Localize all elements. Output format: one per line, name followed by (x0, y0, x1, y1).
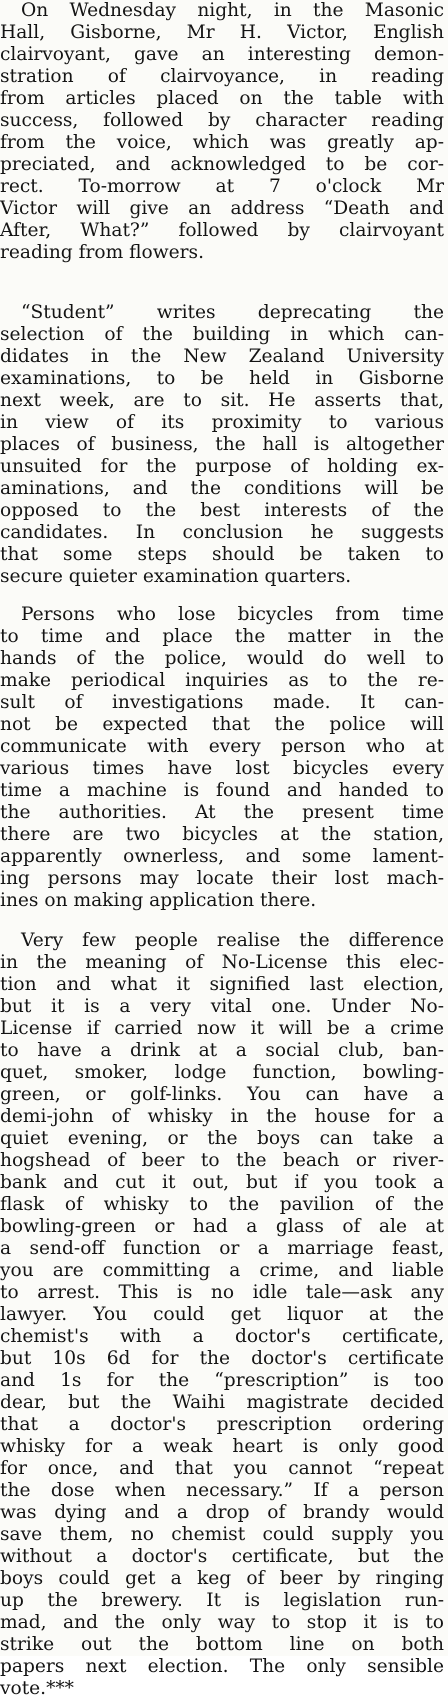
text-line: but 10s 6d for the doctor's certificate (0, 1348, 444, 1369)
text-line: dear, but the Waihi magistrate decided (0, 1392, 444, 1413)
text-line: lawyer. You could get liquor at the (0, 1304, 444, 1325)
text-line: reading from flowers. (0, 242, 204, 263)
text-line: quiet evening, or the boys can take a (0, 1128, 444, 1149)
text-line: time a machine is found and handed to (0, 780, 444, 801)
text-line: papers next election. The only sensible (0, 1656, 444, 1677)
text-line: places of business, the hall is altogether (0, 434, 444, 455)
text-line: to arrest. This is no idle tale—ask any (0, 1282, 444, 1303)
text-line: strike out the bottom line on both (0, 1634, 444, 1655)
text-line: that some steps should be taken to (0, 544, 444, 565)
text-line: save them, no chemist could supply you (0, 1524, 444, 1545)
text-line: opposed to the best interests of the (0, 500, 444, 521)
text-line: not be expected that the police will (0, 714, 444, 735)
text-line: “Student” writes deprecating the (21, 302, 444, 323)
text-line: quet, smoker, lodge function, bowling- (0, 1062, 444, 1083)
text-line: mad, and the only way to stop it is to (0, 1612, 444, 1633)
text-line: from articles placed on the table with (0, 88, 444, 109)
text-line: On Wednesday night, in the Masonic (21, 0, 444, 21)
text-line: unsuited for the purpose of holding ex- (0, 456, 444, 477)
paragraph-student-letter (0, 302, 448, 588)
text-line: to have a drink at a social club, ban- (0, 1040, 444, 1061)
paragraph-clairvoyance (0, 0, 448, 264)
paragraph-no-license (0, 930, 448, 1700)
text-line: demi-john of whisky in the house for a (0, 1106, 444, 1127)
text-line: in the meaning of No-License this elec- (0, 952, 444, 973)
text-line: but it is a very vital one. Under No- (0, 996, 444, 1017)
text-line: make periodical inquiries as to the re- (0, 670, 444, 691)
text-line: secure quieter examination quarters. (0, 566, 352, 587)
text-line: the dose when necessary.” If a person (0, 1480, 444, 1501)
text-line: vote.*** (0, 1678, 74, 1699)
text-line: rect. To-morrow at 7 o'clock Mr (0, 176, 444, 197)
text-line: next week, are to sit. He asserts that, (0, 390, 444, 411)
text-line: without a doctor's certificate, but the (0, 1546, 444, 1567)
text-line: apparently ownerless, and some lament- (0, 846, 444, 867)
text-line: sult of investigations made. It can- (0, 692, 444, 713)
text-line: chemist's with a doctor's certificate, (0, 1326, 444, 1347)
text-line: in view of its proximity to various (0, 412, 444, 433)
text-line: preciated, and acknowledged to be cor- (0, 154, 444, 175)
text-line: a send-off function or a marriage feast, (0, 1238, 444, 1259)
text-line: boys could get a keg of beer by ringing (0, 1568, 444, 1589)
text-line: Hall, Gisborne, Mr H. Victor, English (0, 22, 444, 43)
text-line: up the brewery. It is legislation run- (0, 1590, 444, 1611)
text-line: tion and what it signified last election, (0, 974, 444, 995)
text-line: hands of the police, would do well to (0, 648, 444, 669)
text-line: License if carried now it will be a crime (0, 1018, 444, 1039)
text-line: ines on making application there. (0, 890, 317, 911)
text-line: examinations, to be held in Gisborne (0, 368, 444, 389)
paragraph-bicycles (0, 604, 448, 912)
text-line: didates in the New Zealand University (0, 346, 444, 367)
text-line: that a doctor's prescription ordering (0, 1414, 444, 1435)
text-line: Victor will give an address “Death and (0, 198, 444, 219)
text-line: there are two bicycles at the station, (0, 824, 444, 845)
text-line: flask of whisky to the pavilion of the (0, 1194, 444, 1215)
text-line: for once, and that you cannot “repeat (0, 1458, 444, 1479)
text-line: Very few people realise the difference (21, 930, 444, 951)
text-line: to time and place the matter in the (0, 626, 444, 647)
text-line: various times have lost bicycles every (0, 758, 444, 779)
text-line: candidates. In conclusion he suggests (0, 522, 444, 543)
text-line: clairvoyant, gave an interesting demon- (0, 44, 444, 65)
text-line: you are committing a crime, and liable (0, 1260, 444, 1281)
text-line: bank and cut it out, but if you took a (0, 1172, 444, 1193)
text-line: the authorities. At the present time (0, 802, 444, 823)
text-line: communicate with every person who at (0, 736, 444, 757)
text-line: ing persons may locate their lost mach- (0, 868, 444, 889)
text-line: was dying and a drop of brandy would (0, 1502, 444, 1523)
text-line: bowling-green or had a glass of ale at (0, 1216, 444, 1237)
text-line: whisky for a weak heart is only good (0, 1436, 444, 1457)
text-line: selection of the building in which can- (0, 324, 444, 345)
text-line: Persons who lose bicycles from time (21, 604, 444, 625)
text-line: aminations, and the conditions will be (0, 478, 444, 499)
text-line: from the voice, which was greatly ap- (0, 132, 444, 153)
text-line: green, or golf-links. You can have a (0, 1084, 444, 1105)
text-line: stration of clairvoyance, in reading (0, 66, 444, 87)
text-line: After, What?” followed by clairvoyant (0, 220, 444, 241)
text-line: and 1s for the “prescription” is too (0, 1370, 444, 1391)
text-line: hogshead of beer to the beach or river- (0, 1150, 444, 1171)
text-line: success, followed by character reading (0, 110, 444, 131)
